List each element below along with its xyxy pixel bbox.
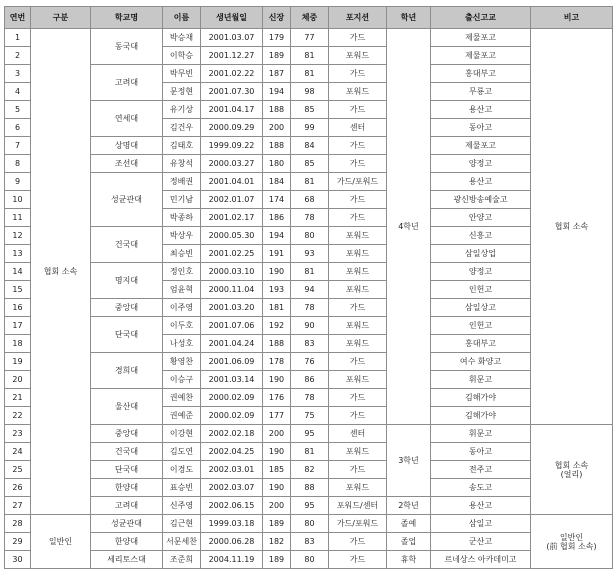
player-name: 민기남	[163, 191, 201, 209]
table-row	[5, 551, 613, 569]
birth-date: 2001.04.24	[201, 335, 263, 353]
height-cell: 190	[263, 371, 291, 389]
birth-date: 1999.09.22	[201, 137, 263, 155]
weight-cell: 77	[291, 29, 329, 47]
height-cell: 192	[263, 317, 291, 335]
school-cell: 명지대	[91, 263, 163, 299]
height-cell: 190	[263, 443, 291, 461]
player-name: 이경도	[163, 461, 201, 479]
height-cell: 179	[263, 29, 291, 47]
row-number: 11	[5, 209, 31, 227]
category-cell: 일반인	[31, 515, 91, 569]
weight-cell: 81	[291, 443, 329, 461]
grade-cell: 졸예	[387, 515, 431, 533]
highschool-cell: 동아고	[431, 119, 531, 137]
position-cell: 센터	[329, 119, 387, 137]
row-number: 3	[5, 65, 31, 83]
weight-cell: 98	[291, 83, 329, 101]
highschool-cell: 무룡고	[431, 83, 531, 101]
highschool-cell: 홍대부고	[431, 65, 531, 83]
position-cell: 가드	[329, 137, 387, 155]
birth-date: 2002.02.18	[201, 425, 263, 443]
weight-cell: 88	[291, 479, 329, 497]
school-cell: 중앙대	[91, 425, 163, 443]
highschool-cell: 홍대부고	[431, 335, 531, 353]
row-number: 16	[5, 299, 31, 317]
height-cell: 188	[263, 335, 291, 353]
birth-date: 2000.03.10	[201, 263, 263, 281]
school-cell: 동국대	[91, 29, 163, 65]
note-cell: 협회 소속 (얼리)	[531, 425, 613, 515]
header-category: 구분	[31, 7, 91, 29]
grade-cell: 졸업	[387, 533, 431, 551]
weight-cell: 81	[291, 173, 329, 191]
height-cell: 194	[263, 227, 291, 245]
weight-cell: 82	[291, 461, 329, 479]
position-cell: 센터	[329, 425, 387, 443]
player-name: 이학승	[163, 47, 201, 65]
birth-date: 2001.07.06	[201, 317, 263, 335]
table-row	[5, 515, 613, 533]
weight-cell: 90	[291, 317, 329, 335]
highschool-cell: 제물포고	[431, 29, 531, 47]
highschool-cell: 안양고	[431, 209, 531, 227]
highschool-cell: 전주고	[431, 461, 531, 479]
position-cell: 가드	[329, 389, 387, 407]
weight-cell: 78	[291, 389, 329, 407]
row-number: 24	[5, 443, 31, 461]
highschool-cell: 양정고	[431, 155, 531, 173]
highschool-cell: 용산고	[431, 101, 531, 119]
school-cell: 고려대	[91, 497, 163, 515]
weight-cell: 78	[291, 209, 329, 227]
row-number: 25	[5, 461, 31, 479]
height-cell: 180	[263, 155, 291, 173]
height-cell: 178	[263, 353, 291, 371]
birth-date: 2001.03.07	[201, 29, 263, 47]
player-name: 김근현	[163, 515, 201, 533]
highschool-cell: 제물포고	[431, 137, 531, 155]
school-cell: 한양대	[91, 479, 163, 497]
player-name: 이승구	[163, 371, 201, 389]
highschool-cell: 삼일상업	[431, 245, 531, 263]
table-row	[5, 101, 613, 119]
birth-date: 2001.02.17	[201, 209, 263, 227]
school-cell: 건국대	[91, 443, 163, 461]
weight-cell: 78	[291, 299, 329, 317]
position-cell: 가드	[329, 101, 387, 119]
table-row	[5, 317, 613, 335]
player-name: 박상우	[163, 227, 201, 245]
birth-date: 2002.01.07	[201, 191, 263, 209]
height-cell: 189	[263, 47, 291, 65]
row-number: 17	[5, 317, 31, 335]
weight-cell: 75	[291, 407, 329, 425]
highschool-cell: 인헌고	[431, 281, 531, 299]
player-name: 황영찬	[163, 353, 201, 371]
row-number: 14	[5, 263, 31, 281]
row-number: 26	[5, 479, 31, 497]
highschool-cell: 동아고	[431, 443, 531, 461]
height-cell: 193	[263, 281, 291, 299]
height-cell: 191	[263, 245, 291, 263]
weight-cell: 85	[291, 101, 329, 119]
table-row	[5, 353, 613, 371]
grade-cell: 4학년	[387, 29, 431, 425]
position-cell: 가드	[329, 155, 387, 173]
school-cell: 성균관대	[91, 173, 163, 227]
birth-date: 2001.04.01	[201, 173, 263, 191]
position-cell: 가드/포워드	[329, 515, 387, 533]
highschool-cell: 군산고	[431, 533, 531, 551]
player-name: 정인호	[163, 263, 201, 281]
player-name: 나성호	[163, 335, 201, 353]
weight-cell: 86	[291, 371, 329, 389]
player-name: 최승빈	[163, 245, 201, 263]
position-cell: 가드	[329, 65, 387, 83]
height-cell: 190	[263, 479, 291, 497]
row-number: 13	[5, 245, 31, 263]
row-number: 21	[5, 389, 31, 407]
weight-cell: 81	[291, 47, 329, 65]
table-row	[5, 155, 613, 173]
grade-cell: 3학년	[387, 425, 431, 497]
player-name: 신주영	[163, 497, 201, 515]
player-name: 엄윤혁	[163, 281, 201, 299]
height-cell: 184	[263, 173, 291, 191]
roster-body	[5, 29, 613, 569]
category-cell: 협회 소속	[31, 29, 91, 515]
player-name: 이강현	[163, 425, 201, 443]
position-cell: 포워드	[329, 317, 387, 335]
height-cell: 176	[263, 389, 291, 407]
row-number: 10	[5, 191, 31, 209]
position-cell: 가드	[329, 191, 387, 209]
weight-cell: 68	[291, 191, 329, 209]
note-cell: 일반인 (前 협회 소속)	[531, 515, 613, 569]
table-row	[5, 65, 613, 83]
school-cell: 울산대	[91, 389, 163, 425]
row-number: 27	[5, 497, 31, 515]
weight-cell: 93	[291, 245, 329, 263]
draft-roster-table	[4, 6, 613, 569]
birth-date: 2000.02.09	[201, 407, 263, 425]
header-position: 포지션	[329, 7, 387, 29]
row-number: 15	[5, 281, 31, 299]
weight-cell: 80	[291, 551, 329, 569]
highschool-cell: 제물포고	[431, 47, 531, 65]
school-cell: 성균관대	[91, 515, 163, 533]
player-name: 김도연	[163, 443, 201, 461]
birth-date: 2002.04.25	[201, 443, 263, 461]
player-name: 유기상	[163, 101, 201, 119]
header-weight: 체중	[291, 7, 329, 29]
row-number: 5	[5, 101, 31, 119]
table-row	[5, 443, 613, 461]
height-cell: 187	[263, 65, 291, 83]
player-name: 조준희	[163, 551, 201, 569]
row-number: 7	[5, 137, 31, 155]
table-row	[5, 137, 613, 155]
header-row	[5, 7, 613, 29]
position-cell: 포워드	[329, 443, 387, 461]
position-cell: 가드	[329, 461, 387, 479]
row-number: 2	[5, 47, 31, 65]
weight-cell: 76	[291, 353, 329, 371]
height-cell: 188	[263, 101, 291, 119]
birth-date: 2001.07.30	[201, 83, 263, 101]
row-number: 8	[5, 155, 31, 173]
row-number: 19	[5, 353, 31, 371]
header-birth: 생년월일	[201, 7, 263, 29]
position-cell: 포워드	[329, 227, 387, 245]
weight-cell: 81	[291, 263, 329, 281]
header-no: 연번	[5, 7, 31, 29]
height-cell: 190	[263, 263, 291, 281]
note-cell: 협회 소속	[531, 29, 613, 425]
weight-cell: 80	[291, 227, 329, 245]
school-cell: 단국대	[91, 461, 163, 479]
birth-date: 2002.06.15	[201, 497, 263, 515]
weight-cell: 83	[291, 533, 329, 551]
birth-date: 2002.03.07	[201, 479, 263, 497]
highschool-cell: 삼일상고	[431, 299, 531, 317]
row-number: 30	[5, 551, 31, 569]
position-cell: 가드	[329, 209, 387, 227]
position-cell: 가드	[329, 533, 387, 551]
birth-date: 2000.02.09	[201, 389, 263, 407]
table-row	[5, 227, 613, 245]
table-row	[5, 263, 613, 281]
position-cell: 포워드	[329, 83, 387, 101]
birth-date: 2001.02.25	[201, 245, 263, 263]
player-name: 박종하	[163, 209, 201, 227]
school-cell: 한양대	[91, 533, 163, 551]
highschool-cell: 르네상스 아카데미고	[431, 551, 531, 569]
highschool-cell: 광신방송예술고	[431, 191, 531, 209]
player-name: 표승빈	[163, 479, 201, 497]
position-cell: 가드	[329, 353, 387, 371]
weight-cell: 83	[291, 335, 329, 353]
highschool-cell: 용산고	[431, 173, 531, 191]
table-row	[5, 389, 613, 407]
position-cell: 가드	[329, 29, 387, 47]
birth-date: 2001.04.17	[201, 101, 263, 119]
birth-date: 2004.11.19	[201, 551, 263, 569]
birth-date: 2000.11.04	[201, 281, 263, 299]
height-cell: 200	[263, 425, 291, 443]
table-row	[5, 497, 613, 515]
school-cell: 단국대	[91, 317, 163, 353]
position-cell: 가드	[329, 299, 387, 317]
position-cell: 가드	[329, 407, 387, 425]
grade-cell: 휴학	[387, 551, 431, 569]
highschool-cell: 신흥고	[431, 227, 531, 245]
highschool-cell: 여수 화양고	[431, 353, 531, 371]
birth-date: 2001.02.22	[201, 65, 263, 83]
birth-date: 2000.06.28	[201, 533, 263, 551]
height-cell: 177	[263, 407, 291, 425]
row-number: 6	[5, 119, 31, 137]
header-note: 비고	[531, 7, 613, 29]
birth-date: 2000.09.29	[201, 119, 263, 137]
height-cell: 186	[263, 209, 291, 227]
weight-cell: 95	[291, 425, 329, 443]
player-name: 박무빈	[163, 65, 201, 83]
height-cell: 185	[263, 461, 291, 479]
position-cell: 포워드	[329, 281, 387, 299]
height-cell: 182	[263, 533, 291, 551]
height-cell: 194	[263, 83, 291, 101]
birth-date: 2001.03.14	[201, 371, 263, 389]
height-cell: 189	[263, 515, 291, 533]
birth-date: 2001.12.27	[201, 47, 263, 65]
player-name: 정배권	[163, 173, 201, 191]
position-cell: 포워드	[329, 263, 387, 281]
highschool-cell: 양정고	[431, 263, 531, 281]
header-highschool: 출신고교	[431, 7, 531, 29]
table-row	[5, 299, 613, 317]
row-number: 12	[5, 227, 31, 245]
position-cell: 포워드	[329, 335, 387, 353]
birth-date: 2001.03.20	[201, 299, 263, 317]
player-name: 김건우	[163, 119, 201, 137]
player-name: 권예준	[163, 407, 201, 425]
row-number: 28	[5, 515, 31, 533]
header-school: 학교명	[91, 7, 163, 29]
highschool-cell: 삼일고	[431, 515, 531, 533]
height-cell: 181	[263, 299, 291, 317]
highschool-cell: 휘문고	[431, 371, 531, 389]
school-cell: 세리토스대	[91, 551, 163, 569]
table-row	[5, 533, 613, 551]
table-row	[5, 425, 613, 443]
player-name: 김태호	[163, 137, 201, 155]
school-cell: 고려대	[91, 65, 163, 101]
table-row	[5, 29, 613, 47]
row-number: 9	[5, 173, 31, 191]
row-number: 18	[5, 335, 31, 353]
row-number: 23	[5, 425, 31, 443]
height-cell: 189	[263, 551, 291, 569]
header-grade: 학년	[387, 7, 431, 29]
weight-cell: 99	[291, 119, 329, 137]
school-cell: 중앙대	[91, 299, 163, 317]
highschool-cell: 용산고	[431, 497, 531, 515]
player-name: 이주영	[163, 299, 201, 317]
school-cell: 경희대	[91, 353, 163, 389]
highschool-cell: 휘문고	[431, 425, 531, 443]
position-cell: 포워드	[329, 47, 387, 65]
player-name: 유창석	[163, 155, 201, 173]
position-cell: 포워드/센터	[329, 497, 387, 515]
header-name: 이름	[163, 7, 201, 29]
highschool-cell: 김해가야	[431, 389, 531, 407]
player-name: 서문세찬	[163, 533, 201, 551]
player-name: 문정현	[163, 83, 201, 101]
header-height: 신장	[263, 7, 291, 29]
position-cell: 포워드	[329, 371, 387, 389]
table-row	[5, 479, 613, 497]
row-number: 22	[5, 407, 31, 425]
player-name: 이두호	[163, 317, 201, 335]
height-cell: 200	[263, 497, 291, 515]
player-name: 권예찬	[163, 389, 201, 407]
birth-date: 2000.03.27	[201, 155, 263, 173]
weight-cell: 81	[291, 65, 329, 83]
school-cell: 조선대	[91, 155, 163, 173]
table-row	[5, 461, 613, 479]
row-number: 29	[5, 533, 31, 551]
weight-cell: 80	[291, 515, 329, 533]
position-cell: 가드	[329, 551, 387, 569]
row-number: 20	[5, 371, 31, 389]
player-name: 박승재	[163, 29, 201, 47]
highschool-cell: 김해가야	[431, 407, 531, 425]
birth-date: 2002.03.01	[201, 461, 263, 479]
highschool-cell: 송도고	[431, 479, 531, 497]
grade-cell: 2학년	[387, 497, 431, 515]
school-cell: 연세대	[91, 101, 163, 137]
weight-cell: 85	[291, 155, 329, 173]
weight-cell: 94	[291, 281, 329, 299]
table-row	[5, 173, 613, 191]
birth-date: 1999.03.18	[201, 515, 263, 533]
position-cell: 가드/포워드	[329, 173, 387, 191]
highschool-cell: 인헌고	[431, 317, 531, 335]
birth-date: 2001.06.09	[201, 353, 263, 371]
row-number: 4	[5, 83, 31, 101]
weight-cell: 84	[291, 137, 329, 155]
height-cell: 174	[263, 191, 291, 209]
position-cell: 포워드	[329, 479, 387, 497]
school-cell: 상명대	[91, 137, 163, 155]
roster-table-container	[4, 6, 613, 569]
school-cell: 건국대	[91, 227, 163, 263]
height-cell: 188	[263, 137, 291, 155]
position-cell: 포워드	[329, 245, 387, 263]
height-cell: 200	[263, 119, 291, 137]
row-number: 1	[5, 29, 31, 47]
birth-date: 2000.05.30	[201, 227, 263, 245]
weight-cell: 95	[291, 497, 329, 515]
